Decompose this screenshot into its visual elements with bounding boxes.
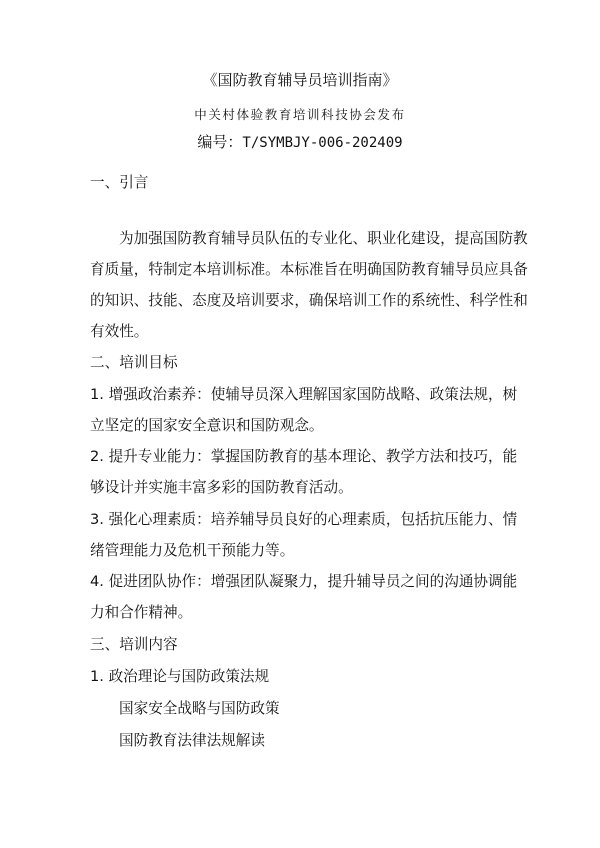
- sub-item: 国防教育法律法规解读: [119, 732, 265, 749]
- code-label: 编号：: [197, 133, 243, 151]
- list-item-line: 3. 强化心理素质：培养辅导员良好的心理素质，包括抗压能力、情: [90, 511, 518, 528]
- paragraph-line: 有效性。: [90, 323, 149, 340]
- paragraph-line: 的知识、技能、态度及培训要求，确保培训工作的系统性、科学性和: [90, 292, 528, 309]
- sub-item: 国家安全战略与国防政策: [119, 700, 280, 717]
- list-item-line: 4. 促进团队协作：增强团队凝聚力，提升辅导员之间的沟通协调能: [90, 573, 518, 590]
- list-item-line: 1. 增强政治素养：使辅导员深入理解国家国防战略、政策法规，树: [90, 386, 518, 403]
- list-item-line: 力和合作精神。: [90, 604, 193, 621]
- section-heading: 三、培训内容: [90, 636, 178, 653]
- list-item-line: 2. 提升专业能力：掌握国防教育的基本理论、教学方法和技巧，能: [90, 448, 518, 465]
- paragraph-line: 为加强国防教育辅导员队伍的专业化、职业化建设，提高国防教: [119, 230, 528, 247]
- list-item-line: 够设计并实施丰富多彩的国防教育活动。: [90, 479, 353, 496]
- list-item-line: 绪管理能力及危机干预能力等。: [90, 542, 295, 559]
- document-code: [0, 133, 600, 152]
- section-heading: 一、引言: [90, 174, 149, 191]
- code-value: T/SYMBJY-006-202409: [242, 135, 403, 151]
- list-item-line: 立坚定的国家安全意识和国防观念。: [90, 417, 324, 434]
- document-title: 《国防教育辅导员培训指南》: [202, 71, 398, 89]
- publisher: 中关村体验教育培训科技协会发布: [194, 107, 406, 122]
- section-heading: 二、培训目标: [90, 354, 178, 371]
- list-item: 1. 政治理论与国防政策法规: [90, 668, 270, 685]
- paragraph-line: 育质量，特制定本培训标准。本标准旨在明确国防教育辅导员应具备: [90, 261, 528, 278]
